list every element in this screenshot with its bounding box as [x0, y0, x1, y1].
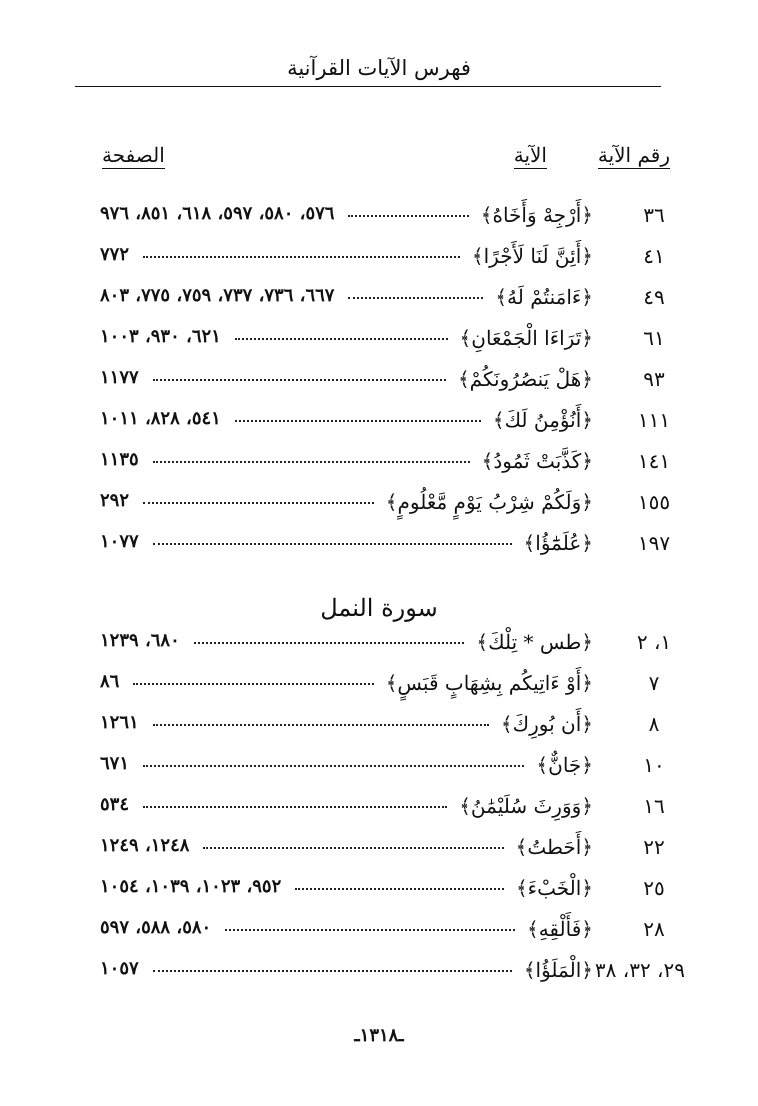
index-row: [100, 203, 685, 233]
verse-text: ﴿جَانٌّ﴾: [536, 753, 593, 777]
surah-heading: سورة النمل: [320, 594, 438, 622]
page-references: ٥٨٠، ٥٨٨، ٥٩٧: [100, 917, 212, 938]
verse-number: ٢٥: [643, 876, 665, 900]
verse-text: ﴿تَرَاءَا الْجَمْعَانِ﴾: [459, 326, 593, 350]
index-row: [100, 917, 685, 947]
verse-number: ٣٦: [643, 203, 665, 227]
page-references: ٥٣٤: [100, 794, 130, 815]
verse-number: ١٠: [643, 753, 665, 777]
column-header-number: رقم الآية: [597, 143, 670, 167]
verse-number: ٢٩، ٣٢، ٣٨: [594, 958, 685, 982]
index-row: [100, 753, 685, 783]
index-row: [100, 531, 685, 561]
verse-number: ١٤١: [637, 449, 671, 473]
verse-text: ﴿أَن بُورِكَ﴾: [500, 712, 593, 736]
dot-leader: [295, 888, 504, 890]
verse-number: ٢٨: [643, 917, 665, 941]
verse-text: ﴿فَأَلْقِهِ﴾: [526, 917, 593, 941]
dot-leader: [153, 543, 512, 545]
index-row: [100, 408, 685, 438]
page-references: ١٠٥٧: [100, 958, 139, 979]
dot-leader: [235, 338, 448, 340]
index-row: [100, 712, 685, 742]
column-header-page: الصفحة: [102, 143, 165, 167]
dot-leader: [153, 461, 470, 463]
verse-number: ٢٢: [643, 835, 665, 859]
verse-text: ﴿أَنُؤْمِنُ لَكَ﴾: [492, 408, 593, 432]
page-references: ٧٧٢: [100, 244, 130, 265]
dot-leader: [153, 970, 512, 972]
verse-text: ﴿عُلَمَٰٓؤُا﴾: [523, 531, 593, 555]
page-references: ٥٤١، ٨٢٨، ١٠١١: [100, 408, 221, 429]
index-row: [100, 490, 685, 520]
dot-leader: [153, 379, 446, 381]
column-header-verse: الآية: [513, 143, 547, 167]
page-number: ـ١٣١٨ـ: [354, 1025, 404, 1046]
page-references: ٨٦: [100, 671, 120, 692]
verse-text: ﴿الْخَبْءَ﴾: [515, 876, 593, 900]
dot-leader: [194, 642, 464, 644]
verse-text: ﴿كَذَّبَتْ ثَمُودُ﴾: [481, 449, 593, 473]
verse-text: ﴿الْمَلَؤُا﴾: [523, 958, 593, 982]
page-references: ٩٥٢، ١٠٢٣، ١٠٣٩، ١٠٥٤: [100, 876, 282, 897]
verse-text: ﴿ءَامَنتُمْ لَهُ﴾: [495, 285, 593, 309]
page-references: ١٢٤٨، ١٢٤٩: [100, 835, 190, 856]
page-references: ١١٧٧: [100, 367, 139, 388]
dot-leader: [133, 683, 374, 685]
index-row: [100, 835, 685, 865]
dot-leader: [143, 806, 447, 808]
dot-leader: [203, 847, 504, 849]
verse-number: ٦١: [643, 326, 665, 350]
dot-leader: [235, 420, 481, 422]
index-row: [100, 449, 685, 479]
verse-number: ١٥٥: [637, 490, 671, 514]
verse-text: ﴿أَرْجِهْ وَأَخَاهُ﴾: [480, 203, 593, 227]
index-row: [100, 794, 685, 824]
page-references: ٦٢١، ٩٣٠، ١٠٠٣: [100, 326, 221, 347]
index-row: [100, 876, 685, 906]
page-references: ١٢٦١: [100, 712, 139, 733]
running-title: فهرس الآيات القرآنية: [287, 56, 471, 80]
page-references: ٦٧١: [100, 753, 130, 774]
dot-leader: [225, 929, 515, 931]
verse-number: ٤٩: [643, 285, 665, 309]
verse-number: ٧: [648, 671, 660, 695]
dot-leader: [348, 215, 469, 217]
verse-text: ﴿أَوْ ءَاتِيكُم بِشِهَابٍ قَبَسٍ﴾: [385, 671, 593, 695]
verse-text: ﴿وَلَكُمْ شِرْبُ يَوْمٍ مَّعْلُومٍ﴾: [385, 490, 593, 514]
index-row: [100, 671, 685, 701]
page-references: ٢٩٢: [100, 490, 130, 511]
verse-number: ١١١: [637, 408, 671, 432]
page-references: ٥٧٦، ٥٨٠، ٥٩٧، ٦١٨، ٨٥١، ٩٧٦: [100, 203, 335, 224]
index-row: [100, 244, 685, 274]
page-references: ٦٦٧، ٧٣٦، ٧٣٧، ٧٥٩، ٧٧٥، ٨٠٣: [100, 285, 335, 306]
page-references: ١١٣٥: [100, 449, 139, 470]
index-row: [100, 326, 685, 356]
dot-leader: [153, 724, 489, 726]
verse-number: ١، ٢: [636, 630, 672, 654]
dot-leader: [143, 502, 374, 504]
dot-leader: [143, 765, 524, 767]
verse-text: ﴿طس * تِلْكَ﴾: [476, 630, 593, 654]
verse-number: ٤١: [643, 244, 665, 268]
page-references: ١٠٧٧: [100, 531, 139, 552]
index-row: [100, 630, 685, 660]
index-row: [100, 367, 685, 397]
header-rule: [75, 86, 661, 87]
verse-text: ﴿أَئِنَّ لَنَا لَأَجْرًا﴾: [471, 244, 593, 268]
dot-leader: [348, 297, 483, 299]
verse-number: ١٦: [643, 794, 665, 818]
index-row: [100, 958, 685, 988]
verse-text: ﴿وَوَرِثَ سُلَيْمَٰنُ﴾: [459, 794, 593, 818]
verse-number: ١٩٧: [637, 531, 671, 555]
verse-text: ﴿أَحَطتُ﴾: [515, 835, 593, 859]
index-row: [100, 285, 685, 315]
verse-number: ٨: [648, 712, 660, 736]
page-references: ٦٨٠، ١٢٣٩: [100, 630, 180, 651]
dot-leader: [143, 256, 460, 258]
verse-number: ٩٣: [643, 367, 665, 391]
verse-text: ﴿هَلْ يَنصُرُونَكُمْ﴾: [457, 367, 593, 391]
